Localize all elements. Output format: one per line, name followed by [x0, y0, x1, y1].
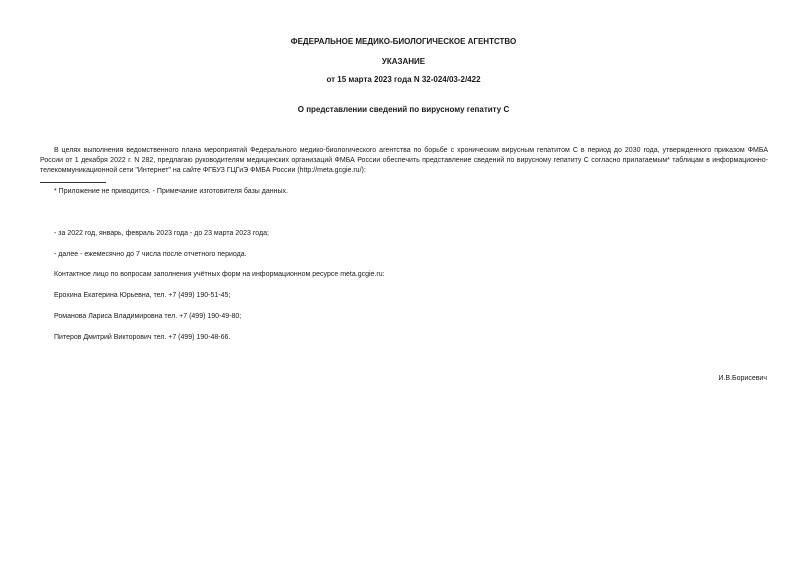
- footnote-divider: [40, 182, 106, 183]
- document-subject: О представлении сведений по вирусному гепатиту С: [297, 105, 510, 114]
- contact-person-2: Романова Лариса Владимировна тел. +7 (499) 190-49-80;: [54, 313, 242, 320]
- deadline-item-1: - за 2022 год, январь, февраль 2023 года - до 23 марта 2023 года;: [54, 230, 269, 237]
- document-type: УКАЗАНИЕ: [381, 57, 426, 66]
- document-date-number: от 15 марта 2023 года N 32-024/03-2/422: [326, 75, 481, 84]
- contact-person-3: Питеров Дмитрий Викторович тел. +7 (499) 190-48-66.: [54, 334, 231, 341]
- intro-paragraph: В целях выполнения ведомственного плана мероприятий Федерального медико-биологического агентства по борьбе с хроническим вирусным гепатитом С в период до 2030 года, утвержденного приказом ФМБА России от 1 декабря 2022 г. N 282, предлагаю руководителям медицинских организаций ФМБА России обеспечить представление сведений по вирусному гепатиту С согласно прилагаемым* таблицам в информационно-телекоммуникационной сети "Интернет" на сайте ФГБУЗ ГЦГиЭ ФМБА России (http://meta.gcgie.ru/):: [40, 147, 768, 174]
- contacts-intro: Контактное лицо по вопросам заполнения учётных форм на информационном ресурсе meta.gcgie.ru:: [54, 271, 385, 278]
- contact-person-1: Ерохина Екатерина Юрьевна, тел. +7 (499) 190-51-45;: [54, 292, 231, 299]
- deadline-item-2: - далее - ежемесячно до 7 числа после отчетного периода.: [54, 251, 247, 258]
- agency-title: ФЕДЕРАЛЬНОЕ МЕДИКО-БИОЛОГИЧЕСКОЕ АГЕНТСТВО: [290, 37, 517, 46]
- footnote: * Приложение не приводится. - Примечание изготовителя базы данных.: [54, 188, 288, 195]
- signature: И.В.Борисевич: [718, 375, 767, 382]
